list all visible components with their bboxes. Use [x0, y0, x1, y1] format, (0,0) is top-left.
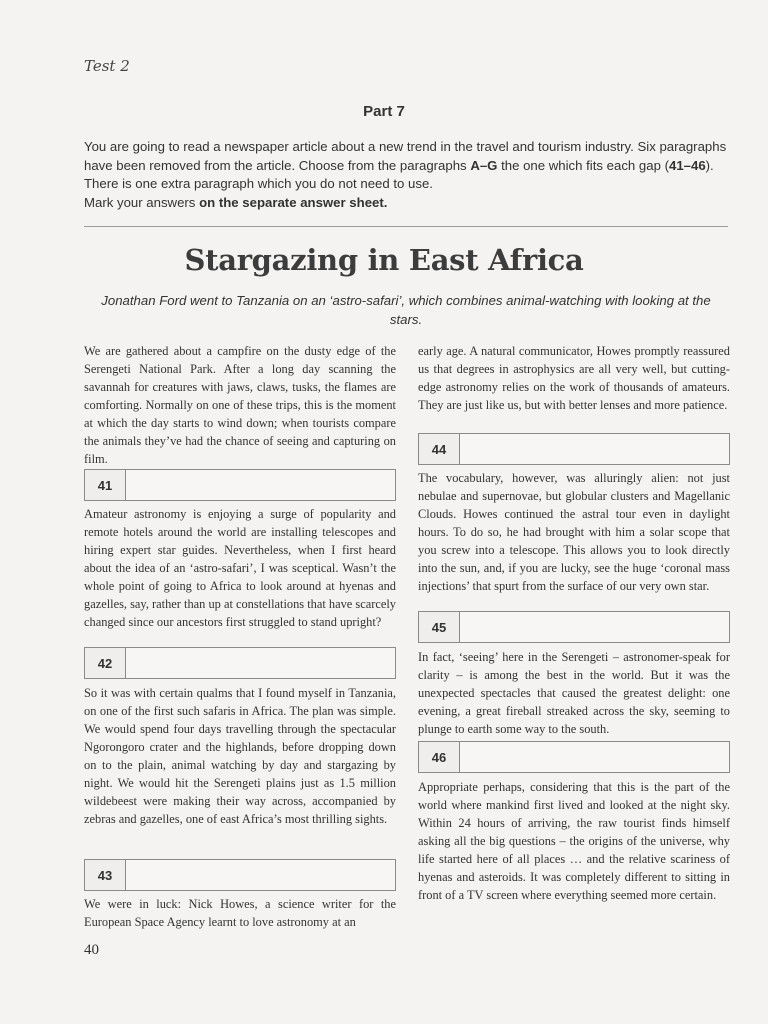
gap-45[interactable]: [418, 611, 730, 643]
gap-number: 43: [85, 860, 126, 890]
gap-answer-slot[interactable]: [460, 434, 729, 464]
gap-41[interactable]: [84, 469, 396, 501]
gap-number: 42: [85, 648, 126, 678]
part-title: Part 7: [363, 103, 405, 120]
instruction-run: 41–46: [668, 157, 706, 173]
gap-answer-slot[interactable]: [126, 860, 395, 890]
gap-42[interactable]: [84, 647, 396, 679]
instruction-run: on the separate answer sheet.: [199, 194, 388, 210]
gap-43[interactable]: [84, 859, 396, 891]
instruction-run: A–G: [470, 157, 498, 173]
gap-number: 41: [85, 470, 126, 500]
divider: [84, 226, 728, 227]
instruction-run: Mark your answers: [84, 194, 200, 210]
test-label: Test 2: [84, 57, 130, 75]
paragraph-4: We were in luck: Nick Howes, a science writer for the European Space Agency learnt to love astronomy at an: [84, 897, 396, 929]
gap-answer-slot[interactable]: [126, 470, 395, 500]
gap-number: 45: [419, 612, 460, 642]
gap-answer-slot[interactable]: [460, 742, 729, 772]
instruction-run: ). There is one extra paragraph which you do not need to use.: [84, 157, 714, 191]
page-number: 40: [84, 942, 99, 958]
gap-number: 46: [419, 742, 460, 772]
instruction-run: the one which fits each gap (: [497, 157, 669, 173]
instruction-run: You are going to read a newspaper article about a new trend in the travel and tourism industry. Six paragraphs have been removed from the article. Choose from the paragraphs: [84, 139, 727, 173]
article-subtitle: Jonathan Ford went to Tanzania on an ‘astro-safari’, which combines animal-watching with looking at the stars.: [101, 293, 711, 327]
gap-answer-slot[interactable]: [126, 648, 395, 678]
gap-44[interactable]: [418, 433, 730, 465]
paragraph-2: Amateur astronomy is enjoying a surge of popularity and remote hotels around the world are installing telescopes and hiring expert star guides. Nevertheless, when I first heard about the idea of an ‘astro-safari’, I was sceptical. Wasn’t the whole point of going to Africa to look around at hyenas and gazelles, say, rather than up at constellations that have scarcely changed since our ancestors first struggled to stand upright?: [84, 507, 396, 629]
paragraph-1: We are gathered about a campfire on the dusty edge of the Serengeti National Park. After a long day scanning the savannah for creatures with jaws, claws, tusks, the flames are comforting. Normally on one of these trips, this is the moment at which the day starts to wind down; when tourists compare the animals they’ve had the chance of seeing and capturing on film.: [84, 344, 396, 466]
paragraph-3: So it was with certain qualms that I found myself in Tanzania, on one of the first such safaris in Africa. The plan was simple. We would spend four days travelling through the spectacular Ngorongoro crater and the highlands, before dropping down on to the plain, animal watching by day and stargazing by night. We would hit the Serengeti plains just as 1.5 million wildebeest were making their way across, accompanied by zebras and gazelles, one of east Africa’s most thrilling sights.: [84, 686, 396, 826]
gap-number: 44: [419, 434, 460, 464]
gap-answer-slot[interactable]: [460, 612, 729, 642]
gap-46[interactable]: [418, 741, 730, 773]
paragraph-8: Appropriate perhaps, considering that this is the part of the world where mankind first lived and looked at the night sky. Within 24 hours of arriving, the raw tourist finds himself asking all the big questions – the origins of the universe, why life started here of all places … and the relative scariness of hyenas and asteroids. It was completely different to sitting in front of a TV screen where everything seemed more certain.: [418, 780, 730, 902]
paragraph-5: early age. A natural communicator, Howes promptly reassured us that degrees in astrophysics are all very well, but cutting-edge astronomy relies on the work of thousands of amateurs. They are just like us, but with better lenses and more patience.: [418, 344, 730, 412]
paragraph-6: The vocabulary, however, was alluringly alien: not just nebulae and supernovae, but globular clusters and Magellanic Clouds. Howes continued the astral tour even in daylight hours. To do so, he had brought with him a solar scope that you screw into a telescope. This allows you to look directly into the sun, and, if you are lucky, see the huge ‘coronal mass injections’ that spurt from the surface of our very own star.: [418, 471, 730, 593]
instructions: [84, 138, 734, 212]
article-headline: Stargazing in East Africa: [184, 243, 584, 277]
paragraph-7: In fact, ‘seeing’ here in the Serengeti – astronomer-speak for clarity – is among the best in the world. But it was the unexpected spectacles that caused the greatest delight: one evening, a great fireball streaked across the sky, seeming to plunge to earth some way to the south.: [418, 650, 730, 736]
